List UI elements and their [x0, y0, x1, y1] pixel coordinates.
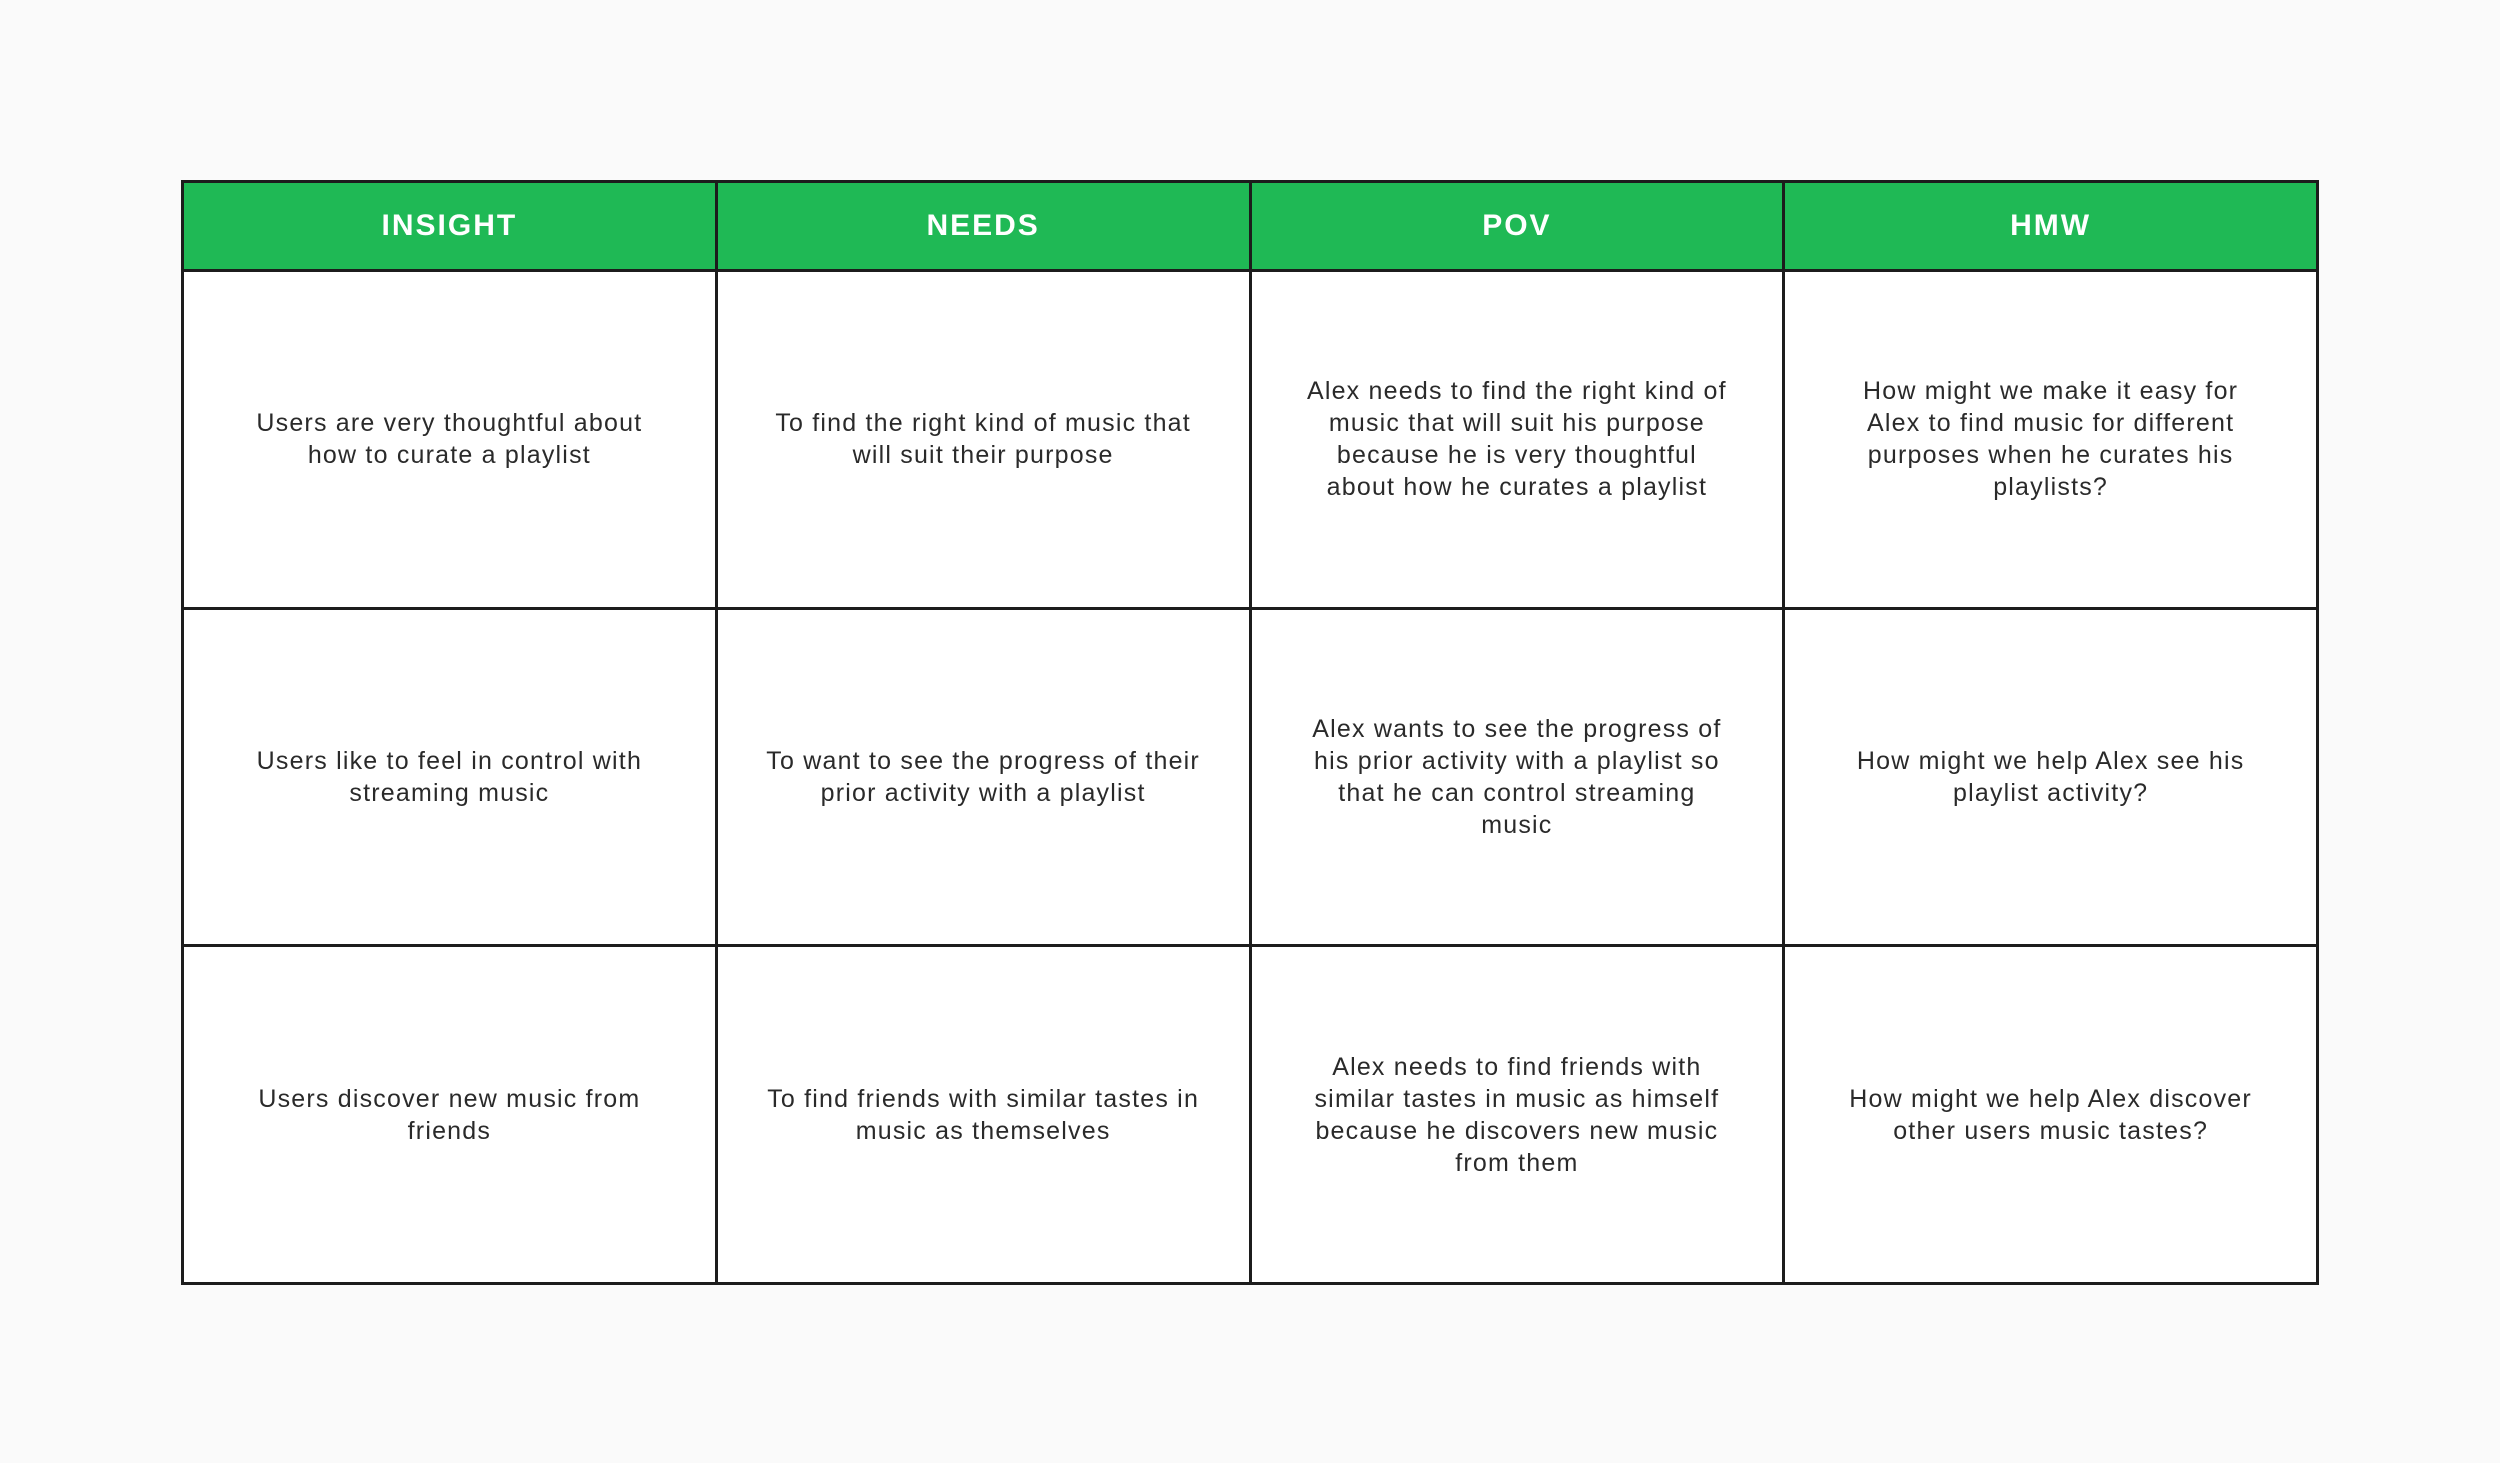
insight-needs-pov-hmw-table: [181, 180, 2319, 1285]
insight-cell: Users are very thoughtful about how to curate a playlist: [183, 271, 717, 609]
insight-cell: Users discover new music from friends: [183, 946, 717, 1284]
needs-cell: To want to see the progress of their prior activity with a playlist: [716, 608, 1250, 946]
pov-cell: Alex needs to find friends with similar tastes in music as himself because he discovers new music from them: [1250, 946, 1784, 1284]
header-insight: INSIGHT: [183, 182, 717, 271]
hmw-cell: How might we help Alex see his playlist activity?: [1784, 608, 2318, 946]
header-needs: NEEDS: [716, 182, 1250, 271]
needs-cell: To find friends with similar tastes in music as themselves: [716, 946, 1250, 1284]
header-pov: POV: [1250, 182, 1784, 271]
hmw-cell: How might we help Alex discover other users music tastes?: [1784, 946, 2318, 1284]
pov-cell: Alex needs to find the right kind of music that will suit his purpose because he is very thoughtful about how he curates a playlist: [1250, 271, 1784, 609]
table-row: [183, 271, 2318, 609]
needs-cell: To find the right kind of music that will suit their purpose: [716, 271, 1250, 609]
pov-cell: Alex wants to see the progress of his prior activity with a playlist so that he can control streaming music: [1250, 608, 1784, 946]
table-header-row: [183, 182, 2318, 271]
insight-cell: Users like to feel in control with streaming music: [183, 608, 717, 946]
table-row: [183, 946, 2318, 1284]
header-hmw: HMW: [1784, 182, 2318, 271]
table-row: [183, 608, 2318, 946]
hmw-cell: How might we make it easy for Alex to find music for different purposes when he curates his playlists?: [1784, 271, 2318, 609]
